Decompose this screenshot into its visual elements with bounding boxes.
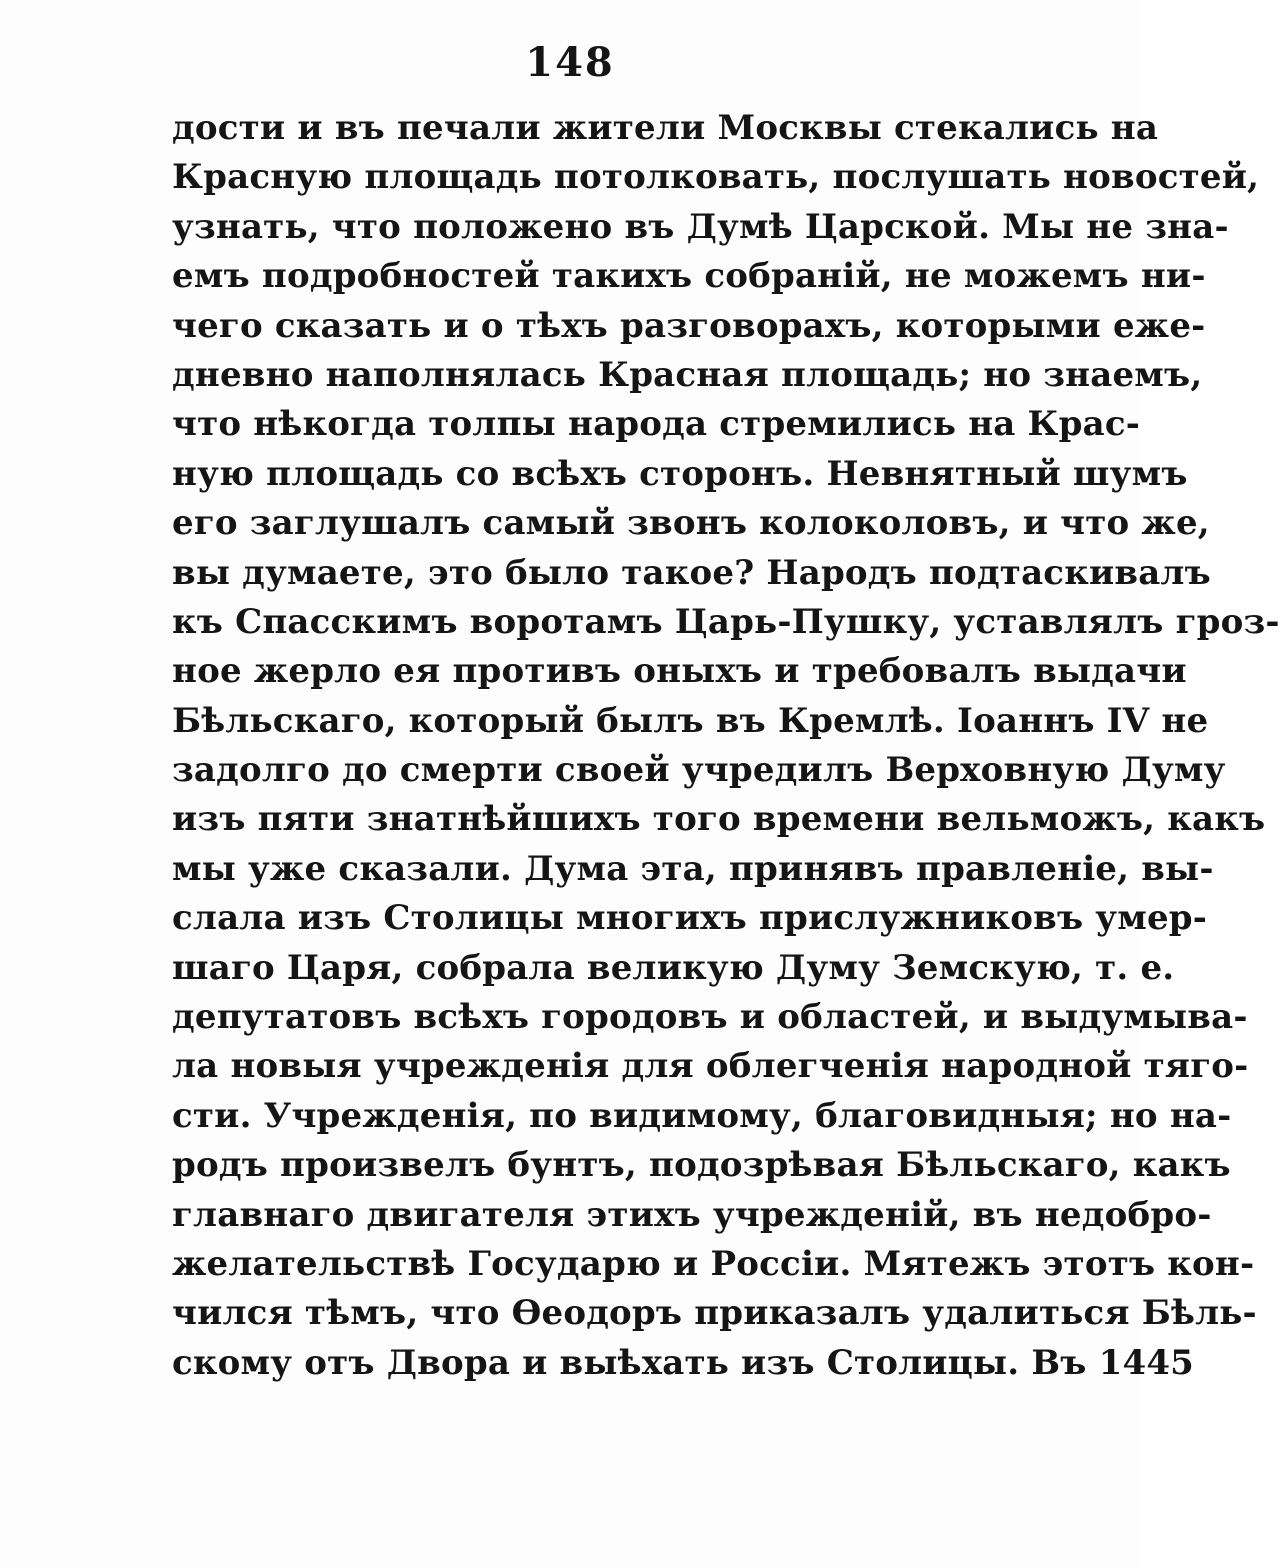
text-line: сти. Учрежденія, по видимому, благовидныя; но на- bbox=[172, 1095, 1232, 1136]
text-line: узнать, что положено въ Думѣ Царской. Мы не зна- bbox=[172, 206, 1229, 247]
text-line: Красную площадь потолковать, послушать новостей, bbox=[172, 157, 1260, 198]
text-line: задолго до смерти своей учредилъ Верховную Думу bbox=[172, 750, 1226, 791]
text-line: депутатовъ всѣхъ городовъ и областей, и выдумыва- bbox=[172, 997, 1248, 1038]
text-line: дневно наполнялась Красная площадь; но знаемъ, bbox=[172, 354, 1203, 395]
body-text bbox=[172, 104, 1280, 1388]
text-line: слала изъ Столицы многихъ прислужниковъ умер- bbox=[172, 898, 1208, 939]
text-line: дости и въ печали жители Москвы стекались на bbox=[172, 108, 1159, 148]
text-line: Бѣльскаго, который былъ въ Кремлѣ. Іоаннъ IV не bbox=[172, 700, 1209, 741]
text-line: изъ пяти знатнѣйшихъ того времени вельможъ, какъ bbox=[172, 799, 1266, 840]
text-line: ное жерло ея противъ оныхъ и требовалъ выдачи bbox=[172, 651, 1187, 692]
text-line: родъ произвелъ бунтъ, подозрѣвая Бѣльскаго, какъ bbox=[172, 1145, 1231, 1186]
text-line: ла новыя учрежденія для облегченія народной тяго- bbox=[172, 1046, 1249, 1087]
text-line: его заглушалъ самый звонъ колоколовъ, и что же, bbox=[172, 503, 1210, 544]
text-line: что нѣкогда толпы народа стремились на Крас- bbox=[172, 404, 1141, 445]
text-line: мы уже сказали. Дума эта, принявъ правленіе, вы- bbox=[172, 848, 1214, 889]
text-line: вы думаете, это было такое? Народъ подтаскивалъ bbox=[172, 552, 1211, 593]
text-line: емъ подробностей такихъ собраній, не можемъ ни- bbox=[172, 256, 1206, 297]
text-line: чего сказать и о тѣхъ разговорахъ, которыми еже- bbox=[172, 305, 1206, 346]
text-line: шаго Царя, собрала великую Думу Земскую, т. е. bbox=[172, 947, 1175, 988]
text-line: къ Спасскимъ воротамъ Царь-Пушку, уставлялъ гроз- bbox=[172, 601, 1280, 642]
text-line: чился тѣмъ, что Ѳеодоръ приказалъ удалиться Бѣль- bbox=[172, 1293, 1257, 1334]
page-number: 148 bbox=[525, 39, 615, 86]
text-line: желательствѣ Государю и Россіи. Мятежъ этотъ кон- bbox=[172, 1243, 1255, 1284]
text-line: главнаго двигателя этихъ учрежденій, въ недобро- bbox=[172, 1194, 1212, 1235]
text-line: ную площадь со всѣхъ сторонъ. Невнятный шумъ bbox=[172, 453, 1188, 494]
text-line: скому отъ Двора и выѣхать изъ Столицы. Въ 1445 bbox=[172, 1342, 1195, 1383]
